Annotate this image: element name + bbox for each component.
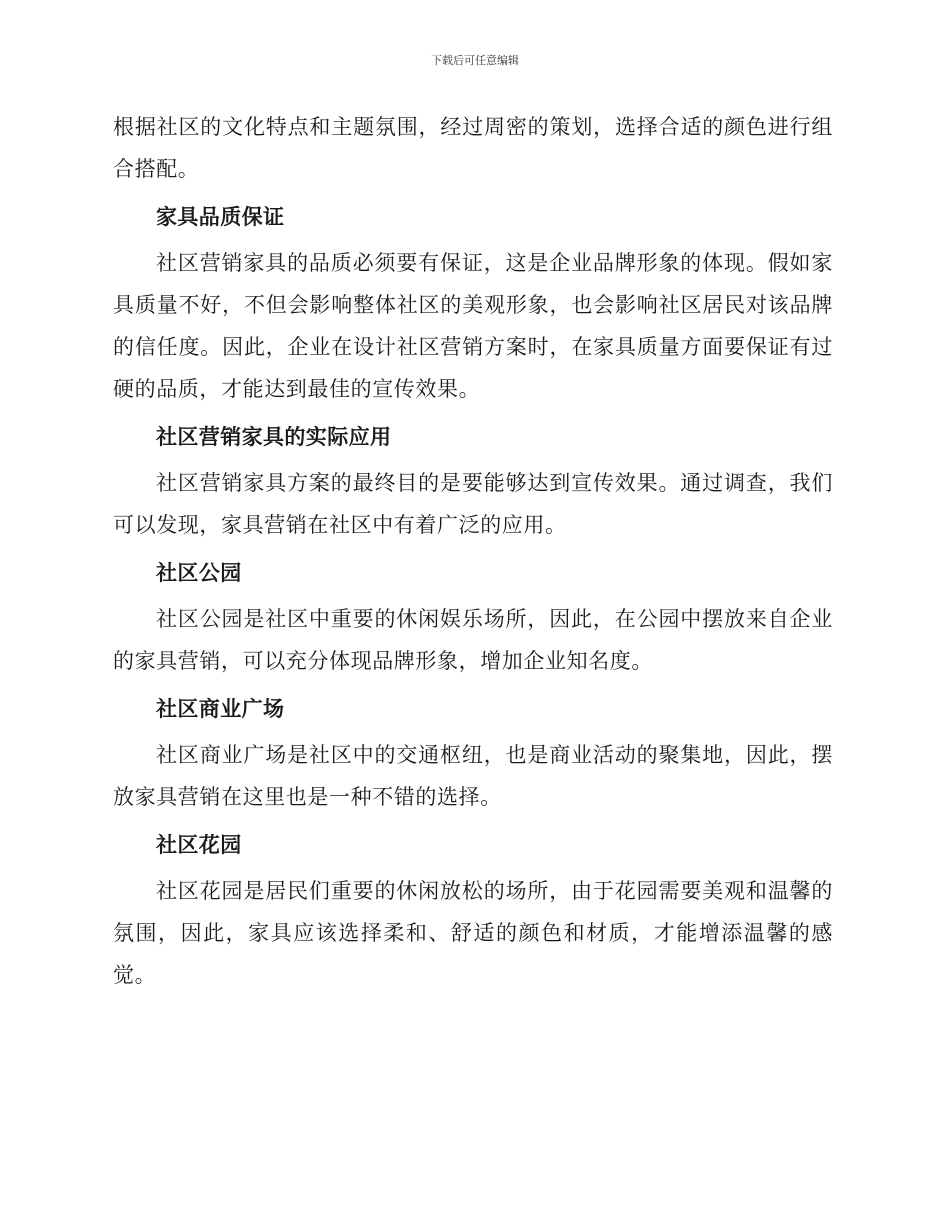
paragraph-furniture-quality: 社区营销家具的品质必须要有保证，这是企业品牌形象的体现。假如家具质量不好，不但会影响整体社区的美观形象，也会影响社区居民对该品牌的信任度。因此，企业在设计社区营销方案时，在家具质量方面要保证有过硬的品质，才能达到最佳的宣传效果。 — [113, 251, 833, 401]
page-header: 下载后可任意编辑 — [431, 54, 519, 67]
heading-community-garden: 社区花园 — [156, 833, 242, 857]
intro-paragraph: 根据社区的文化特点和主题氛围，经过周密的策划，选择合适的颜色进行组合搭配。 — [113, 115, 833, 181]
heading-furniture-quality: 家具品质保证 — [156, 205, 285, 229]
heading-community-park: 社区公园 — [156, 561, 242, 585]
heading-commercial-plaza: 社区商业广场 — [156, 697, 285, 721]
paragraph-community-park: 社区公园是社区中重要的休闲娱乐场所，因此，在公园中摆放来自企业的家具营销，可以充分体现品牌形象，增加企业知名度。 — [113, 607, 833, 673]
heading-practical-application: 社区营销家具的实际应用 — [156, 425, 392, 449]
paragraph-community-garden: 社区花园是居民们重要的休闲放松的场所，由于花园需要美观和温馨的氛围，因此，家具应该选择柔和、舒适的颜色和材质，才能增添温馨的感觉。 — [113, 879, 833, 987]
paragraph-commercial-plaza: 社区商业广场是社区中的交通枢纽，也是商业活动的聚集地，因此，摆放家具营销在这里也是一种不错的选择。 — [113, 743, 833, 809]
document-body — [113, 106, 833, 996]
paragraph-practical-application: 社区营销家具方案的最终目的是要能够达到宣传效果。通过调查，我们可以发现，家具营销在社区中有着广泛的应用。 — [113, 471, 833, 537]
